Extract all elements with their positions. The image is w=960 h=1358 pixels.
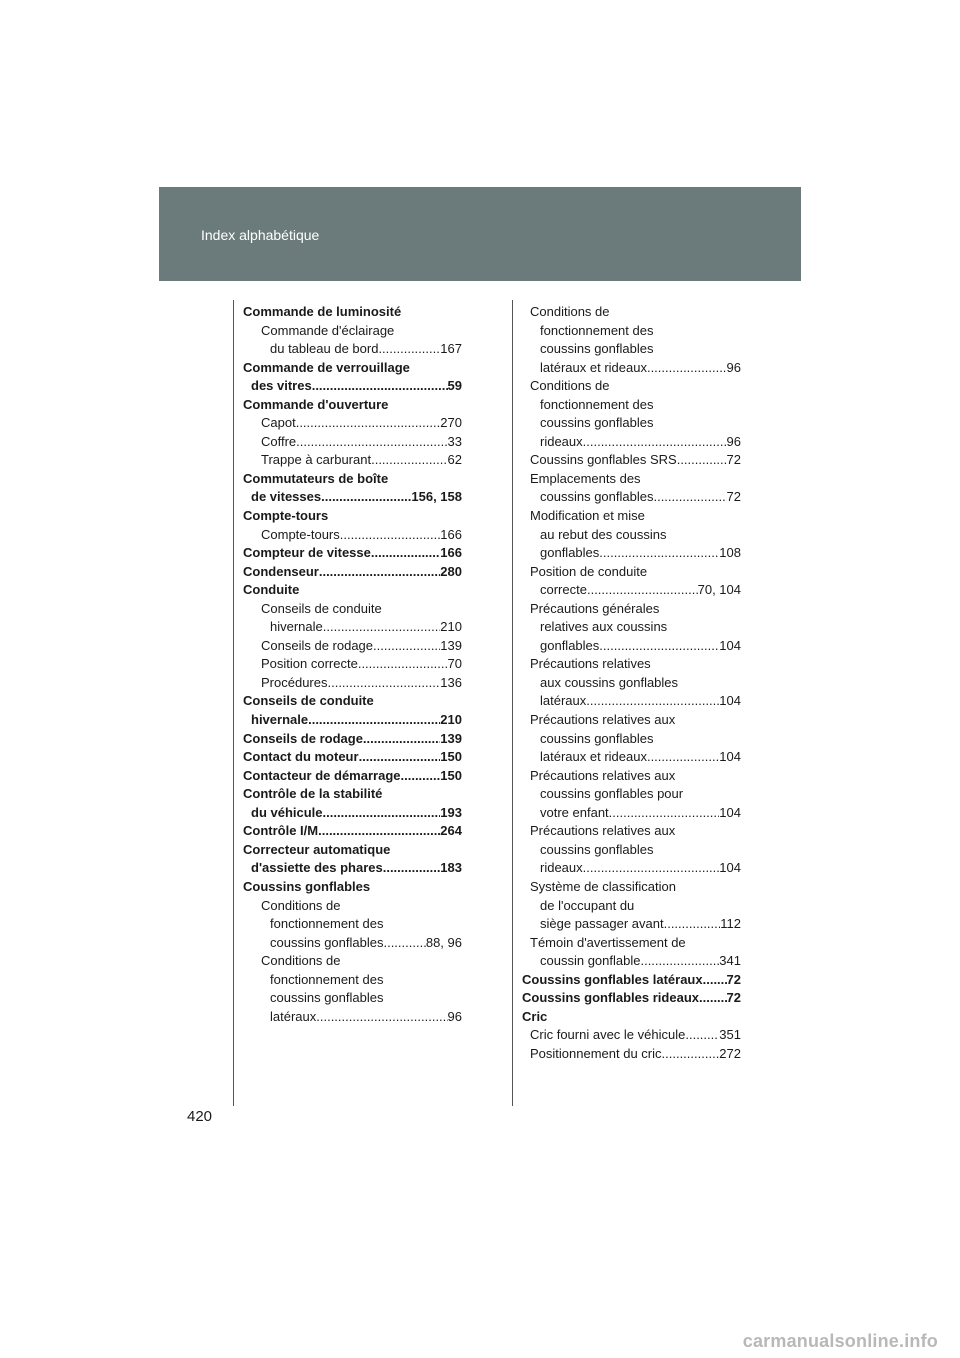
index-entry: Correcteur automatique: [243, 841, 391, 857]
entry-text: Capot: [261, 415, 296, 431]
index-entry: [243, 711, 462, 730]
page-reference: 183: [440, 860, 462, 876]
entry-text: gonflables: [540, 637, 600, 653]
leader-dots: [327, 674, 440, 693]
leader-dots: [647, 359, 727, 378]
index-entry: [243, 488, 462, 507]
page-reference: 96: [726, 359, 741, 375]
entry-text: Cric fourni avec le véhicule: [530, 1027, 686, 1043]
index-entry: Modification et mise: [530, 508, 645, 524]
page-reference: 139: [440, 730, 462, 746]
index-entry: Compte-tours: [243, 508, 329, 524]
index-entry: Contrôle de la stabilité: [243, 786, 383, 802]
index-entry: Précautions relatives aux: [530, 823, 676, 839]
leader-dots: [296, 414, 441, 433]
leader-dots: [316, 1008, 447, 1027]
page-reference: 264: [440, 823, 462, 839]
index-entry: Conduite: [243, 582, 300, 598]
leader-dots: [296, 433, 447, 452]
index-entry: Conditions de: [261, 897, 341, 913]
index-entry: [243, 822, 462, 841]
page-reference: 270: [440, 415, 462, 431]
index-entry: aux coussins gonflables: [540, 674, 679, 690]
page-reference: 167: [440, 341, 462, 357]
index-entry: au rebut des coussins: [540, 526, 667, 542]
watermark: carmanualsonline.info: [742, 1331, 938, 1351]
index-entry: [522, 915, 741, 934]
entry-text: Contacteur de démarrage: [243, 767, 401, 783]
leader-dots: [359, 748, 441, 767]
entry-text: latéraux: [270, 1008, 317, 1024]
page-reference: 166: [440, 526, 462, 542]
leader-dots: [373, 637, 440, 656]
index-column-left: [243, 303, 462, 1026]
index-entry: [243, 377, 462, 396]
index-entry: [522, 804, 741, 823]
index-entry: Conseils de conduite: [243, 693, 374, 709]
page-reference: 136: [440, 674, 462, 690]
leader-dots: [383, 934, 425, 953]
entry-text: siège passager avant: [540, 916, 664, 932]
entry-text: gonflables: [540, 545, 600, 561]
index-entry: Cric: [522, 1008, 548, 1024]
leader-dots: [653, 488, 726, 507]
entry-text: Conseils de rodage: [261, 637, 374, 653]
page-reference: 62: [447, 452, 462, 468]
entry-text: coussins gonflables: [270, 934, 384, 950]
leader-dots: [323, 804, 441, 823]
leader-dots: [378, 340, 440, 359]
leader-dots: [583, 433, 727, 452]
index-entry: coussins gonflables pour: [540, 786, 684, 802]
index-entry: Témoin d'avertissement de: [530, 934, 686, 950]
index-entry: [243, 414, 462, 433]
index-entry: Commande de luminosité: [243, 304, 402, 319]
index-entry: [243, 451, 462, 470]
leader-dots: [583, 859, 720, 878]
index-entry: relatives aux coussins: [540, 619, 668, 635]
entry-text: correcte: [540, 582, 587, 598]
leader-dots: [685, 1026, 719, 1045]
index-entry: [243, 674, 462, 693]
page-reference: 150: [440, 749, 462, 765]
page-reference: 72: [726, 990, 741, 1006]
index-entry: [243, 655, 462, 674]
page-reference: 70: [447, 656, 462, 672]
index-entry: Précautions relatives: [530, 656, 651, 672]
index-entry: Système de classification: [530, 878, 676, 894]
page-reference: 108: [719, 545, 741, 561]
page-reference: 150: [440, 767, 462, 783]
index-entry: Précautions générales: [530, 600, 660, 616]
index-entry: Précautions relatives aux: [530, 712, 676, 728]
page-reference: 72: [726, 452, 741, 468]
leader-dots: [699, 989, 727, 1008]
page-reference: 72: [726, 489, 741, 505]
entry-text: hivernale: [270, 619, 323, 635]
page-reference: 96: [447, 1008, 462, 1024]
index-entry: Coussins gonflables: [243, 878, 371, 894]
leader-dots: [586, 692, 719, 711]
entry-text: Conseils de rodage: [243, 730, 363, 746]
leader-dots: [318, 822, 440, 841]
leader-dots: [308, 711, 440, 730]
index-entry: coussins gonflables: [540, 730, 654, 746]
leader-dots: [647, 748, 719, 767]
index-entry: [522, 971, 741, 990]
page-reference: 280: [440, 563, 462, 579]
leader-dots: [677, 451, 727, 470]
leader-dots: [371, 544, 440, 563]
page-reference: 96: [726, 433, 741, 449]
entry-text: Positionnement du cric: [530, 1045, 662, 1061]
entry-text: Condenseur: [243, 563, 319, 579]
index-entry: [243, 1008, 462, 1027]
leader-dots: [599, 637, 719, 656]
index-entry: Commutateurs de boîte: [243, 470, 389, 486]
page-reference: 210: [440, 619, 462, 635]
page-reference: 166: [440, 545, 462, 561]
page-reference: 156, 158: [411, 489, 462, 505]
index-entry: fonctionnement des: [540, 396, 654, 412]
entry-text: Procédures: [261, 674, 328, 690]
index-entry: Conditions de: [261, 953, 341, 969]
index-entry: Emplacements des: [530, 470, 641, 486]
index-entry: [522, 952, 741, 971]
index-entry: [243, 934, 462, 953]
leader-dots: [321, 488, 411, 507]
entry-text: Coffre: [261, 433, 297, 449]
entry-text: rideaux: [540, 433, 583, 449]
entry-text: des vitres: [251, 378, 312, 394]
index-entry: fonctionnement des: [540, 322, 654, 338]
index-entry: coussins gonflables: [270, 990, 384, 1006]
leader-dots: [609, 804, 720, 823]
page-reference: 104: [719, 804, 741, 820]
page-reference: 193: [440, 804, 462, 820]
index-entry: Commande d'éclairage: [261, 322, 395, 338]
index-entry: [522, 637, 741, 656]
page-reference: 59: [447, 378, 462, 394]
index-entry: [522, 748, 741, 767]
index-entry: [522, 1026, 741, 1045]
index-entry: [522, 989, 741, 1008]
index-entry: Commande de verrouillage: [243, 359, 410, 375]
entry-text: latéraux: [540, 693, 587, 709]
page-reference: 70, 104: [697, 582, 741, 598]
leader-dots: [358, 655, 448, 674]
index-entry: coussins gonflables: [540, 415, 654, 431]
index-entry: fonctionnement des: [270, 916, 384, 932]
page-number: 420: [187, 1108, 213, 1125]
leader-dots: [662, 1045, 720, 1064]
index-entry: [522, 451, 741, 470]
entry-text: Position correcte: [261, 656, 358, 672]
entry-text: rideaux: [540, 860, 583, 876]
page-reference: 104: [719, 693, 741, 709]
index-entry: Position de conduite: [530, 563, 648, 579]
page-reference: 104: [719, 749, 741, 765]
entry-text: hivernale: [251, 712, 309, 728]
index-entry: [243, 563, 462, 582]
entry-text: Contact du moteur: [243, 749, 359, 765]
entry-text: latéraux et rideaux: [540, 359, 647, 375]
index-entry: [522, 359, 741, 378]
index-entry: [243, 748, 462, 767]
entry-text: de vitesses: [251, 489, 322, 505]
leader-dots: [703, 971, 727, 990]
leader-dots: [312, 377, 448, 396]
leader-dots: [664, 915, 721, 934]
page-reference: 112: [720, 916, 741, 932]
index-entry: [243, 637, 462, 656]
index-entry: [522, 1045, 741, 1064]
entry-text: Coussins gonflables SRS: [530, 452, 677, 468]
entry-text: d'assiette des phares: [251, 860, 383, 876]
entry-text: Coussins gonflables rideaux: [522, 990, 699, 1006]
index-entry: [243, 730, 462, 749]
leader-dots: [371, 451, 447, 470]
left-divider: [233, 300, 234, 1106]
index-entry: Conditions de: [530, 304, 610, 319]
leader-dots: [323, 618, 441, 637]
leader-dots: [599, 544, 719, 563]
page-reference: 139: [440, 637, 462, 653]
entry-text: Contrôle I/M: [243, 823, 319, 839]
leader-dots: [401, 767, 441, 786]
entry-text: Compte-tours: [261, 526, 340, 542]
index-entry: [522, 692, 741, 711]
index-entry: [522, 488, 741, 507]
page-reference: 88, 96: [425, 934, 462, 950]
index-entry: Conditions de: [530, 378, 610, 394]
index-entry: [243, 859, 462, 878]
page-reference: 104: [719, 860, 741, 876]
index-entry: [243, 767, 462, 786]
index-column-right: [522, 303, 741, 1063]
leader-dots: [319, 563, 440, 582]
index-entry: [522, 581, 741, 600]
index-entry: Précautions relatives aux: [530, 767, 676, 783]
index-entry: [243, 526, 462, 545]
page-reference: 341: [719, 953, 741, 969]
index-entry: [243, 544, 462, 563]
entry-text: votre enfant: [540, 804, 609, 820]
page-reference: 210: [440, 712, 462, 728]
index-entry: coussins gonflables: [540, 341, 654, 357]
page-reference: 104: [719, 637, 741, 653]
right-divider: [512, 300, 513, 1106]
index-entry: [243, 804, 462, 823]
entry-text: du tableau de bord: [270, 341, 379, 357]
index-entry: [243, 340, 462, 359]
page-reference: 351: [719, 1027, 741, 1043]
index-entry: [522, 859, 741, 878]
section-title: Index alphabétique: [201, 227, 320, 243]
index-entry: [522, 544, 741, 563]
page-reference: 72: [726, 971, 741, 987]
index-entry: [243, 618, 462, 637]
entry-text: Compteur de vitesse: [243, 545, 371, 561]
leader-dots: [383, 859, 441, 878]
index-entry: [522, 433, 741, 452]
entry-text: coussin gonflable: [540, 953, 641, 969]
leader-dots: [363, 730, 440, 749]
entry-text: Trappe à carburant: [261, 452, 372, 468]
index-entry: fonctionnement des: [270, 971, 384, 987]
page-reference: 33: [447, 433, 462, 449]
entry-text: Coussins gonflables latéraux: [522, 971, 703, 987]
index-entry: Conseils de conduite: [261, 600, 382, 616]
entry-text: du véhicule: [251, 804, 323, 820]
entry-text: coussins gonflables: [540, 489, 654, 505]
index-entry: coussins gonflables: [540, 841, 654, 857]
index-entry: Commande d'ouverture: [243, 396, 389, 412]
leader-dots: [640, 952, 719, 971]
index-entry: [243, 433, 462, 452]
leader-dots: [340, 526, 441, 545]
section-header: [159, 187, 801, 281]
leader-dots: [587, 581, 698, 600]
page-reference: 272: [719, 1045, 741, 1061]
index-entry: de l'occupant du: [540, 897, 635, 913]
entry-text: latéraux et rideaux: [540, 749, 647, 765]
